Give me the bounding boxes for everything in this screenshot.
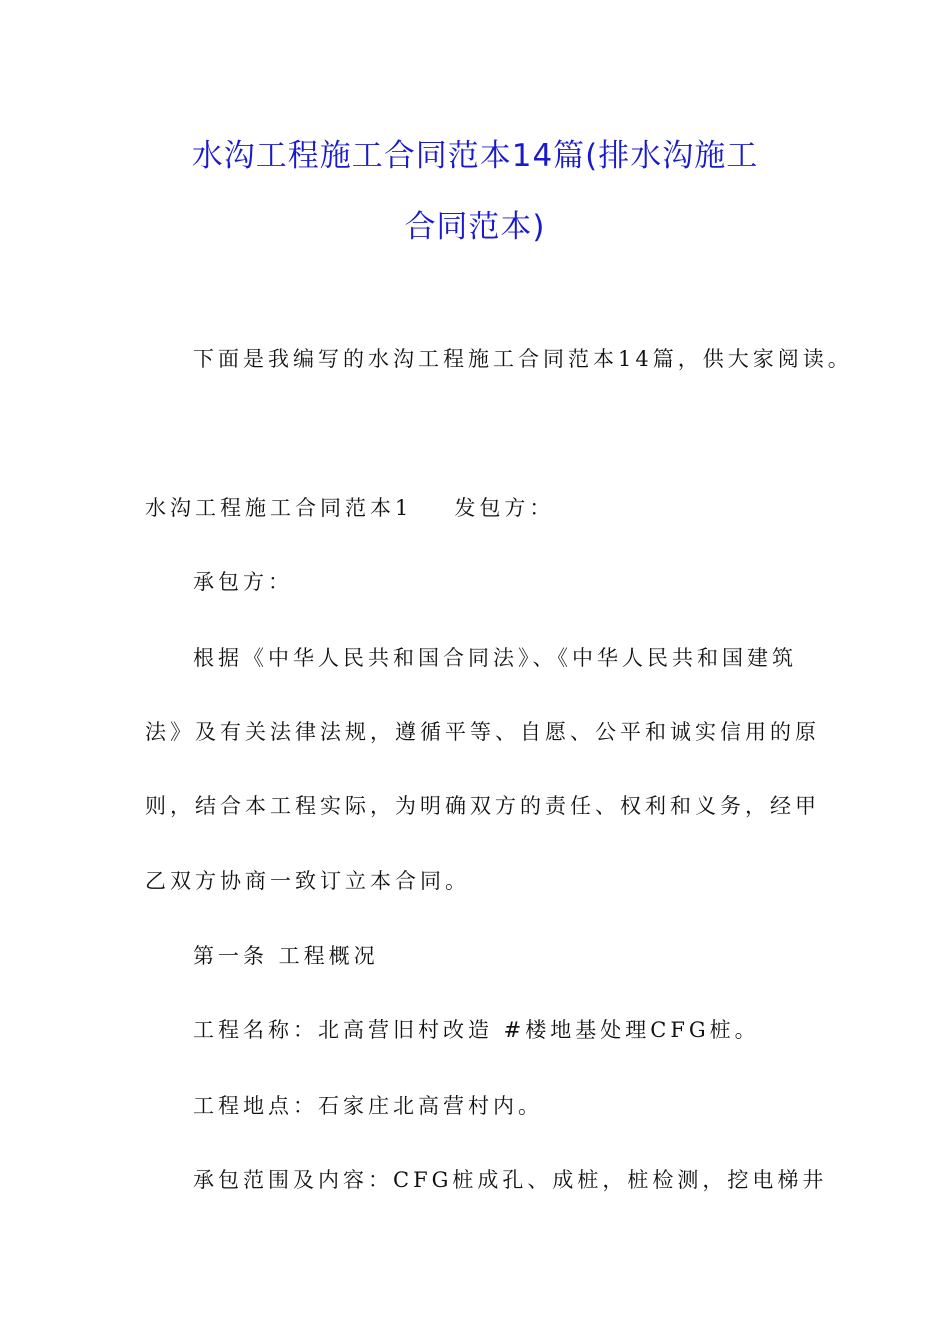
section-heading: 水沟工程施工合同范本1 (145, 496, 413, 520)
party-b-label: 承包方： (193, 570, 293, 594)
project-name: 工程名称：北高营旧村改造 #楼地基处理CFG桩。 (193, 1018, 760, 1042)
document-title-line-1: 水沟工程施工合同范本14篇(排水沟施工 (191, 138, 759, 174)
paragraph-line: 法》及有关法律法规，遵循平等、自愿、公平和诚实信用的原 (145, 720, 820, 744)
project-location: 工程地点：石家庄北高营村内。 (193, 1094, 543, 1118)
document-title-line-2: 合同范本) (404, 209, 546, 245)
project-scope: 承包范围及内容：CFG桩成孔、成桩，桩检测，挖电梯井 (193, 1168, 828, 1192)
section-heading-row (145, 493, 810, 523)
paragraph-line: 乙双方协商一致订立本合同。 (145, 869, 470, 893)
article-heading: 第一条 工程概况 (193, 944, 379, 968)
party-a-label: 发包方： (454, 496, 555, 520)
paragraph-line: 则，结合本工程实际，为明确双方的责任、权利和义务，经甲 (145, 794, 820, 818)
paragraph-line: 根据《中华人民共和国合同法》、《中华人民共和国建筑 (193, 646, 797, 670)
intro-paragraph: 下面是我编写的水沟工程施工合同范本14篇，供大家阅读。 (193, 347, 853, 371)
